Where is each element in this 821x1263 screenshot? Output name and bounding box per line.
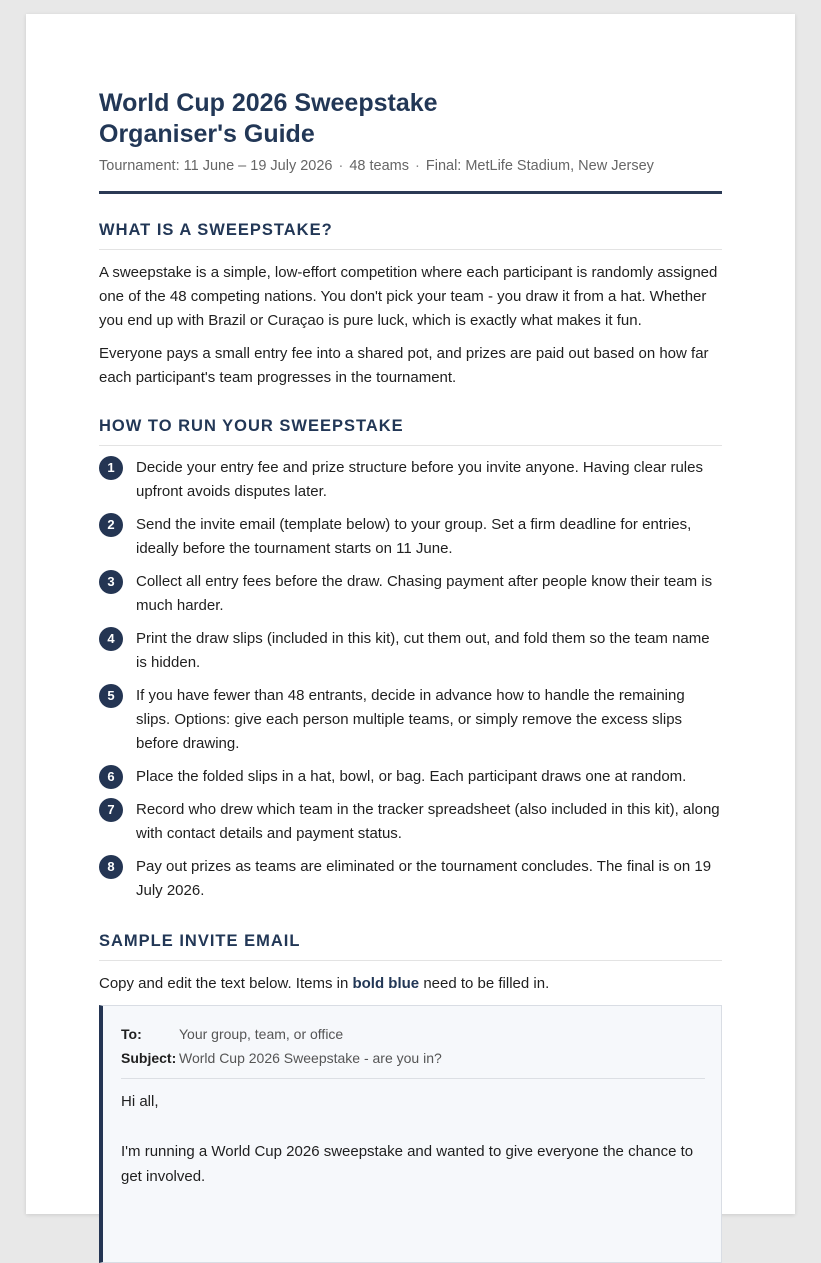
step-item (99, 570, 722, 618)
document-page (26, 14, 795, 1214)
step-number-badge: 1 (99, 456, 123, 480)
email-spacer (121, 1114, 705, 1139)
document-content (99, 88, 722, 1263)
intro-text-end: need to be filled in. (419, 975, 550, 992)
email-intro (99, 972, 722, 996)
meta-final: Final: MetLife Stadium, New Jersey (425, 158, 654, 174)
email-to-row (121, 1022, 705, 1046)
step-text: Place the folded slips in a hat, bowl, or bag. Each participant draws one at random. (136, 768, 687, 785)
step-text: Decide your entry fee and prize structure before you invite anyone. Having clear rules upfront avoids disputes later. (136, 459, 703, 500)
section-heading-what: WHAT IS A SWEEPSTAKE? (99, 221, 722, 250)
meta-separator: · (338, 158, 344, 174)
step-text: If you have fewer than 48 entrants, decide in advance how to handle the remaining slips. Options: give each person multiple teams, or simply remove the excess slips before drawing. (136, 687, 685, 752)
step-item (99, 627, 722, 675)
what-paragraph-1: A sweepstake is a simple, low-effort competition where each participant is randomly assigned one of the 48 competing nations. You don't pick your team - you draw it from a hat. Whether you end up with Brazil or Curaçao is pure luck, which is exactly what makes it fun. (99, 264, 718, 329)
email-header-divider (121, 1078, 705, 1079)
what-paragraph-2: Everyone pays a small entry fee into a shared pot, and prizes are paid out based on how far each participant's team progresses in the tournament. (99, 345, 709, 386)
step-text: Record who drew which team in the tracker spreadsheet (also included in this kit), along with contact details and payment status. (136, 801, 720, 842)
step-item (99, 798, 722, 846)
step-item (99, 765, 722, 789)
subject-value: World Cup 2026 Sweepstake - are you in? (179, 1050, 442, 1066)
email-body-paragraph: I'm running a World Cup 2026 sweepstake and wanted to give everyone the chance to get involved. (121, 1143, 694, 1185)
step-number-badge: 2 (99, 513, 123, 537)
step-item (99, 513, 722, 561)
step-number-badge: 7 (99, 798, 123, 822)
to-value: Your group, team, or office (179, 1026, 344, 1042)
step-number-badge: 4 (99, 627, 123, 651)
step-number-badge: 8 (99, 855, 123, 879)
intro-bold-blue: bold blue (352, 975, 420, 992)
meta-dates: Tournament: 11 June – 19 July 2026 (99, 158, 333, 174)
page-title: World Cup 2026 Sweepstake Organiser's Guide (99, 89, 438, 148)
to-label: To: (121, 1026, 142, 1042)
step-number-badge: 6 (99, 765, 123, 789)
email-template-box (99, 1005, 722, 1263)
subject-label: Subject: (121, 1050, 177, 1066)
step-item (99, 456, 722, 504)
step-text: Pay out prizes as teams are eliminated or the tournament concludes. The final is on 19 July 2026. (136, 858, 712, 899)
step-item (99, 684, 722, 756)
steps-list (99, 456, 722, 903)
step-text: Collect all entry fees before the draw. Chasing payment after people know their team is much harder. (136, 573, 713, 614)
email-greeting: Hi all, (121, 1093, 159, 1110)
step-number-badge: 5 (99, 684, 123, 708)
email-subject-row (121, 1046, 705, 1070)
step-text: Print the draw slips (included in this kit), cut them out, and fold them so the team name is hidden. (136, 630, 710, 671)
intro-text: Copy and edit the text below. Items in (99, 975, 353, 992)
tournament-meta (99, 156, 722, 176)
meta-separator: · (415, 158, 420, 174)
section-heading-email: SAMPLE INVITE EMAIL (99, 932, 722, 961)
title-divider (99, 191, 722, 194)
step-text: Send the invite email (template below) to your group. Set a firm deadline for entries, ideally before the tournament starts on 11 June. (136, 516, 692, 557)
meta-teams: 48 teams (349, 158, 410, 174)
step-number-badge: 3 (99, 570, 123, 594)
step-item (99, 855, 722, 903)
section-heading-how: HOW TO RUN YOUR SWEEPSTAKE (99, 417, 722, 446)
